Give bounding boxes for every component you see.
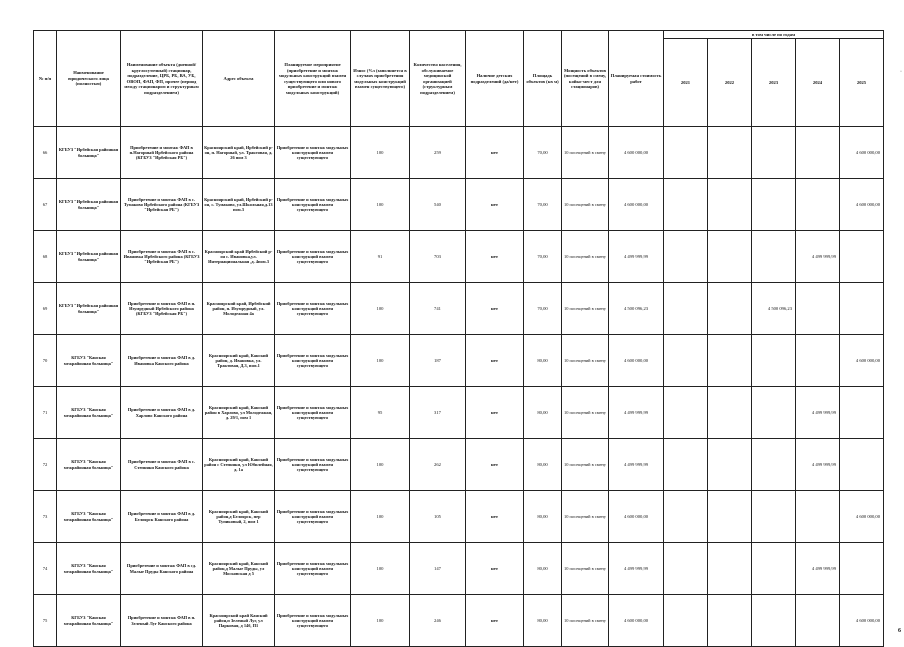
- row-population: 703: [410, 231, 466, 283]
- row-object: Приобретение и монтаж ФАП в д. Харлово Канского района: [121, 387, 203, 439]
- row-year-2025: [840, 439, 884, 491]
- row-area: 80,00: [524, 387, 562, 439]
- row-measure: Приобретение и монтаж модульных конструкций взамен существующего: [275, 179, 351, 231]
- header-population: Количество населения, обслуживаемое медицинской организацией (структурным подразделением): [410, 31, 466, 127]
- row-wear: 100: [351, 179, 410, 231]
- row-population: 259: [410, 127, 466, 179]
- row-population: 741: [410, 283, 466, 335]
- facilities-table: [33, 30, 884, 647]
- row-area: 80,00: [524, 543, 562, 595]
- row-children: нет: [466, 387, 524, 439]
- row-year-2024: 4 499 999,99: [796, 231, 840, 283]
- row-measure: Приобретение и монтаж модульных конструкций взамен существующего: [275, 491, 351, 543]
- row-org: КГБУЗ "Канская межрайонная больница": [57, 595, 121, 647]
- table-row: [34, 439, 884, 491]
- row-year-2023: [752, 491, 796, 543]
- row-population: 317: [410, 387, 466, 439]
- row-address: Красноярский край, Канский район с Степняки, ул Юбилейная, д. 1а: [203, 439, 275, 491]
- row-year-2023: [752, 231, 796, 283]
- row-children: нет: [466, 127, 524, 179]
- row-measure: Приобретение и монтаж модульных конструкций взамен существующего: [275, 283, 351, 335]
- header-object: Наименование объекта (дневной/круглосуточный) стационар, подразделение, ЦРБ, РБ, ВА, УБ, ОВОП, ФАП, ФП, прочее (период между стационаром и структурным подразделением): [121, 31, 203, 127]
- row-org: КГБУЗ "Ирбейская районная больница": [57, 127, 121, 179]
- row-year-2022: [708, 231, 752, 283]
- row-population: 262: [410, 439, 466, 491]
- row-year-2021: [664, 439, 708, 491]
- row-year-2021: [664, 491, 708, 543]
- row-org: КГБУЗ "Ирбейская районная больница": [57, 179, 121, 231]
- row-measure: Приобретение и монтаж модульных конструкций взамен существующего: [275, 439, 351, 491]
- row-year-2025: 4 600 000,00: [840, 335, 884, 387]
- row-object: Приобретение и монтаж ФАП в сд. Малые Пруды Канского района: [121, 543, 203, 595]
- row-year-2024: 4 499 999,99: [796, 439, 840, 491]
- row-measure: Приобретение и монтаж модульных конструкций взамен существующего: [275, 595, 351, 647]
- row-cost: 4 600 000,00: [609, 595, 664, 647]
- row-year-2023: [752, 543, 796, 595]
- row-year-2022: [708, 543, 752, 595]
- header-year-2023: 2023: [752, 39, 796, 127]
- row-address: Красноярский край, Канский район в Харлово, ул Молодежная, д. 29/1, пом 1: [203, 387, 275, 439]
- row-year-2022: [708, 335, 752, 387]
- row-year-2021: [664, 179, 708, 231]
- row-children: нет: [466, 179, 524, 231]
- row-year-2021: [664, 231, 708, 283]
- row-object: Приобретение и монтаж ФАП в д. Белоярск Канского района: [121, 491, 203, 543]
- row-children: нет: [466, 595, 524, 647]
- row-area: 70,00: [524, 127, 562, 179]
- row-cost: 4 499 999,99: [609, 439, 664, 491]
- row-wear: 91: [351, 231, 410, 283]
- row-cost: 4 600 000,00: [609, 179, 664, 231]
- row-address: Красноярский край, Ирбейский р-он, п. Нагорный, ул. Трактовая, д. 26 пом 3: [203, 127, 275, 179]
- row-number: 69: [34, 283, 57, 335]
- row-object: Приобретение и монтаж ФАП в п. Изумрудный Ирбейского района (КГБУЗ "Ирбейская РБ"): [121, 283, 203, 335]
- row-year-2022: [708, 127, 752, 179]
- table-row: [34, 179, 884, 231]
- document-sheet: [33, 30, 883, 647]
- row-address: Красноярский край, Канский район, д. Ивановка, ул. Трактовая, Д.3, пом.1: [203, 335, 275, 387]
- row-cost: 4 600 000,00: [609, 491, 664, 543]
- row-year-2024: 4 499 999,99: [796, 387, 840, 439]
- row-org: КГБУЗ "Ирбейская районная больница": [57, 283, 121, 335]
- row-area: 80,00: [524, 335, 562, 387]
- row-org: КГБУЗ "Канская межрайонная больница": [57, 335, 121, 387]
- row-capacity: 10 посещений в смену: [562, 439, 609, 491]
- header-measure: Планируемое мероприятие (приобретение и монтаж модульных конструкций взамен существующего или нового приобретение и монтаж модульных конструкций): [275, 31, 351, 127]
- row-object: Приобретение и монтаж ФАП в с. Ивановка Ирбейского района (КГБУЗ "Ирбейская РБ"): [121, 231, 203, 283]
- row-year-2023: [752, 127, 796, 179]
- row-year-2025: [840, 231, 884, 283]
- header-wear: Износ (%з (заполняется в случаях приобретения модульных конструкций взамен существующего): [351, 31, 410, 127]
- row-year-2023: 4 500 096,23: [752, 283, 796, 335]
- row-number: 70: [34, 335, 57, 387]
- row-children: нет: [466, 543, 524, 595]
- row-year-2024: [796, 491, 840, 543]
- row-capacity: 10 посещений в смену: [562, 283, 609, 335]
- row-year-2025: 4 600 000,00: [840, 179, 884, 231]
- row-area: 80,00: [524, 439, 562, 491]
- margin-mark: ·: [900, 69, 902, 75]
- header-capacity: Мощность объектов (посещений в смену, койко-мест для стационаров): [562, 31, 609, 127]
- row-capacity: 10 посещений в смену: [562, 179, 609, 231]
- row-cost: 4 500 096,23: [609, 283, 664, 335]
- row-children: нет: [466, 283, 524, 335]
- table-row: [34, 491, 884, 543]
- row-wear: 95: [351, 387, 410, 439]
- header-year-2024: 2024: [796, 39, 840, 127]
- table-row: [34, 127, 884, 179]
- row-wear: 100: [351, 283, 410, 335]
- row-year-2023: [752, 335, 796, 387]
- header-year-2025: 2025: [840, 39, 884, 127]
- row-year-2023: [752, 179, 796, 231]
- header-org: Наименование юридического лица (полностью): [57, 31, 121, 127]
- row-year-2024: [796, 179, 840, 231]
- row-cost: 4 499 999,99: [609, 231, 664, 283]
- row-year-2025: 4 600 000,00: [840, 491, 884, 543]
- header-address: Адрес объекта: [203, 31, 275, 127]
- row-number: 72: [34, 439, 57, 491]
- row-cost: 4 600 000,00: [609, 335, 664, 387]
- row-object: Приобретение и монтаж ФАП в с. Тумаково Ирбейского района (КГБУЗ "Ирбейская РБ"): [121, 179, 203, 231]
- row-cost: 4 499 999,99: [609, 387, 664, 439]
- header-children: Наличие детских подразделений (да/нет): [466, 31, 524, 127]
- row-address: Красноярский край, Ирбейский район, п. Изумрудный, ул. Молодежная 4а: [203, 283, 275, 335]
- row-population: 540: [410, 179, 466, 231]
- row-year-2024: 4 499 999,99: [796, 543, 840, 595]
- row-address: Красноярский край, Ирбейский р-он, с. Тумаково, ул.Школьная,д.13 пом.3: [203, 179, 275, 231]
- row-children: нет: [466, 231, 524, 283]
- row-address: Красноярский край Ирбейский р-он с. Ивановка,ул. Интернациональная ,д. 4пом.3: [203, 231, 275, 283]
- row-year-2024: [796, 127, 840, 179]
- row-org: КГБУЗ "Канская межрайонная больница": [57, 543, 121, 595]
- row-year-2025: [840, 283, 884, 335]
- row-org: КГБУЗ "Канская межрайонная больница": [57, 439, 121, 491]
- row-wear: 100: [351, 439, 410, 491]
- header-area: Площадь объектов (кв м): [524, 31, 562, 127]
- row-wear: 100: [351, 491, 410, 543]
- row-number: 73: [34, 491, 57, 543]
- row-measure: Приобретение и монтаж модульных конструкций взамен существующего: [275, 335, 351, 387]
- row-year-2025: [840, 387, 884, 439]
- row-year-2021: [664, 335, 708, 387]
- table-row: [34, 283, 884, 335]
- row-measure: Приобретение и монтаж модульных конструкций взамен существующего: [275, 543, 351, 595]
- row-number: 71: [34, 387, 57, 439]
- row-year-2022: [708, 179, 752, 231]
- row-number: 75: [34, 595, 57, 647]
- row-address: Красноярский край, Канский район,д Белоярск, пер Тупиковый, 2, пом 1: [203, 491, 275, 543]
- row-year-2023: [752, 439, 796, 491]
- header-year-2021: 2021: [664, 39, 708, 127]
- row-object: Приобретение и монтаж ФАП в с. Степняки Канского района: [121, 439, 203, 491]
- row-year-2021: [664, 543, 708, 595]
- row-org: КГБУЗ "Ирбейская районная больница": [57, 231, 121, 283]
- row-year-2023: [752, 387, 796, 439]
- row-year-2024: [796, 335, 840, 387]
- header-year-2022: 2022: [708, 39, 752, 127]
- row-wear: 100: [351, 127, 410, 179]
- row-year-2025: [840, 543, 884, 595]
- row-year-2024: [796, 283, 840, 335]
- row-area: 70,00: [524, 231, 562, 283]
- table-row: [34, 387, 884, 439]
- row-measure: Приобретение и монтаж модульных конструкций взамен существующего: [275, 387, 351, 439]
- page-number: 6: [898, 628, 901, 634]
- row-children: нет: [466, 491, 524, 543]
- row-year-2021: [664, 387, 708, 439]
- row-measure: Приобретение и монтаж модульных конструкций взамен существующего: [275, 231, 351, 283]
- row-area: 70,00: [524, 179, 562, 231]
- row-wear: 100: [351, 543, 410, 595]
- table-row: [34, 543, 884, 595]
- header-num: № п/п: [34, 31, 57, 127]
- header-cost: Планируемая стоимость работ: [609, 31, 664, 127]
- row-year-2025: 4 600 000,00: [840, 595, 884, 647]
- table-row: [34, 335, 884, 387]
- row-year-2022: [708, 387, 752, 439]
- row-capacity: 10 посещений в смену: [562, 491, 609, 543]
- row-year-2021: [664, 283, 708, 335]
- row-address: Красноярский край, Канский район,д Малые Пруды, ул Московская д 5: [203, 543, 275, 595]
- table-body: [34, 127, 884, 647]
- row-cost: 4 600 000,00: [609, 127, 664, 179]
- row-area: 80,00: [524, 595, 562, 647]
- row-capacity: 10 посещений в смену: [562, 387, 609, 439]
- row-wear: 100: [351, 335, 410, 387]
- row-year-2022: [708, 439, 752, 491]
- row-capacity: 10 посещений в смену: [562, 127, 609, 179]
- header-by-years: в том числе по годам: [664, 31, 884, 39]
- row-capacity: 10 посещений в смену: [562, 595, 609, 647]
- table-row: [34, 231, 884, 283]
- row-year-2022: [708, 283, 752, 335]
- row-children: нет: [466, 439, 524, 491]
- row-area: 70,00: [524, 283, 562, 335]
- row-address: Красноярский край Канский район,п Зеленый Луг, ул Парковая, д 14б, П1: [203, 595, 275, 647]
- row-wear: 100: [351, 595, 410, 647]
- row-area: 80,00: [524, 491, 562, 543]
- row-org: КГБУЗ "Канская межрайонная больница": [57, 491, 121, 543]
- row-population: 147: [410, 543, 466, 595]
- row-number: 66: [34, 127, 57, 179]
- row-year-2025: 4 600 000,00: [840, 127, 884, 179]
- row-children: нет: [466, 335, 524, 387]
- row-object: Приобретение и монтаж ФАП в п.Нагорный Ирбейского района (КГБУЗ "Ирбейская РБ"): [121, 127, 203, 179]
- row-year-2022: [708, 491, 752, 543]
- row-capacity: 10 посещений в смену: [562, 335, 609, 387]
- row-object: Приобретение и монтаж ФАП в п. Зеленый Луг Канского района: [121, 595, 203, 647]
- row-number: 74: [34, 543, 57, 595]
- row-capacity: 10 посещений в смену: [562, 231, 609, 283]
- row-population: 187: [410, 335, 466, 387]
- row-org: КГБУЗ "Канская межрайонная больница": [57, 387, 121, 439]
- row-cost: 4 499 999,99: [609, 543, 664, 595]
- row-year-2021: [664, 127, 708, 179]
- row-population: 246: [410, 595, 466, 647]
- row-population: 105: [410, 491, 466, 543]
- row-object: Приобретение и монтаж ФАП в д. Ивановка Канского района: [121, 335, 203, 387]
- row-measure: Приобретение и монтаж модульных конструкций взамен существующего: [275, 127, 351, 179]
- row-number: 68: [34, 231, 57, 283]
- row-capacity: 10 посещений в смену: [562, 543, 609, 595]
- row-number: 67: [34, 179, 57, 231]
